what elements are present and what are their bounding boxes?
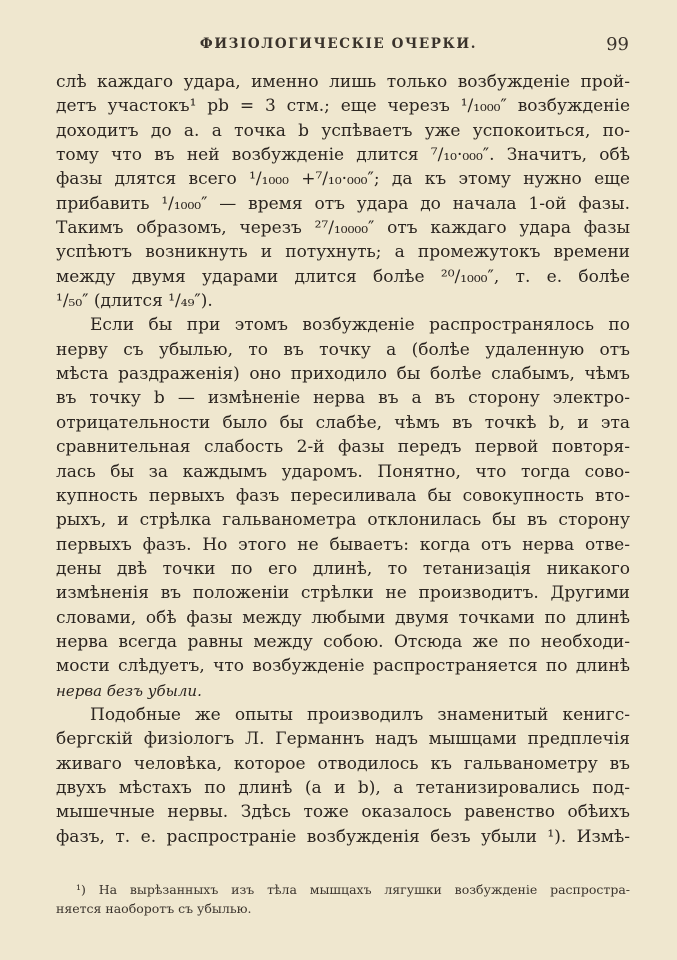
text-line: отрицательности было бы слабѣе, чѣмъ въ точкѣ b, и эта <box>56 412 630 433</box>
text-line: ¹/₅₀″ (длится ¹/₄₉″). <box>56 291 213 312</box>
text-line: лась бы за каждымъ ударомъ. Понятно, что тогда сово- <box>56 461 630 482</box>
text-line: между двумя ударами длится болѣе ²⁰/₁₀₀₀″, т. е. болѣе <box>56 266 630 287</box>
footnotes <box>56 880 630 918</box>
text-line: тому что въ ней возбужденіе длится ⁷/₁₀·₀₀₀″. Значитъ, обѣ <box>56 145 630 166</box>
text-line: успѣютъ возникнуть и потухнуть; а промежутокъ времени <box>56 242 630 263</box>
body-text <box>56 70 630 849</box>
text-line: живаго человѣка, которое отводилось къ гальванометру въ <box>56 753 630 774</box>
text-line: прибавить ¹/₁₀₀₀″ — время отъ удара до начала 1-ой фазы. <box>56 193 630 214</box>
text-line: мѣста раздраженія) оно приходило бы болѣе слабымъ, чѣмъ <box>56 364 630 385</box>
text-line: первыхъ фазъ. Но этого не бываетъ: когда отъ нерва отве- <box>56 534 630 555</box>
text-line: сравнительная слабость 2-й фазы передъ первой повторя- <box>56 437 630 458</box>
text-line: дены двѣ точки по его длинѣ, то тетанизація никакого <box>56 558 630 579</box>
paragraph-start: Подобные же опыты производилъ знаменитый кенигс- <box>90 704 630 725</box>
text-line: Такимъ образомъ, черезъ ²⁷/₁₀₀₀₀″ отъ каждаго удара фазы <box>56 218 630 239</box>
text-line: нерва всегда равны между собою. Отсюда же по необходи- <box>56 631 630 652</box>
text-line: измѣненія въ положеніи стрѣлки не производитъ. Другими <box>56 583 630 604</box>
paragraph-start: Если бы при этомъ возбужденіе распространялось по <box>90 315 630 336</box>
page-number: 99 <box>606 34 629 55</box>
text-line: детъ участокъ¹ pb = 3 стм.; еще черезъ ¹/₁₀₀₀″ возбужденіе <box>56 96 630 117</box>
text-line: фазъ, т. е. распространіе возбужденія безъ убыли ¹). Измѣ- <box>56 826 630 847</box>
text-line: мышечные нервы. Здѣсь тоже оказалось равенство обѣихъ <box>56 802 630 823</box>
text-line: двухъ мѣстахъ по длинѣ (a и b), а тетанизировались под- <box>56 777 630 798</box>
running-head <box>0 34 677 56</box>
running-title: ФИЗІОЛОГИЧЕСКІЕ ОЧЕРКИ. <box>199 36 478 52</box>
text-line: нерву съ убылью, то въ точку a (болѣе удаленную отъ <box>56 339 630 360</box>
text-line: слѣ каждаго удара, именно лишь только возбужденіе прой- <box>56 72 630 92</box>
text-line: въ точку b — измѣненіе нерва въ a въ сторону электро- <box>56 388 630 409</box>
text-line: доходитъ до a. а точка b успѣваетъ уже успокоиться, по- <box>56 120 630 141</box>
text-line: купность первыхъ фазъ пересиливала бы совокупность вто- <box>56 485 630 506</box>
text-line: фазы длятся всего ¹/₁₀₀₀ +⁷/₁₀·₀₀₀″; да къ этому нужно еще <box>56 169 630 190</box>
text-line: рыхъ, и стрѣлка гальванометра отклонилась бы въ сторону <box>56 510 630 531</box>
footnote-line: ¹) На вырѣзанныхъ изъ тѣла мышцахъ лягушки возбужденіе распростра- <box>76 882 630 897</box>
text-line: словами, обѣ фазы между любыми двумя точками по длинѣ <box>56 607 630 628</box>
text-line: мости слѣдуетъ, что возбужденіе распространяется по длинѣ <box>56 656 630 677</box>
footnote-line: няется наоборотъ съ убылью. <box>56 901 252 916</box>
text-line-emphasis: нерва безъ убыли. <box>56 681 202 700</box>
text-line: бергскій физіологъ Л. Германнъ надъ мышцами предплечія <box>56 729 630 750</box>
